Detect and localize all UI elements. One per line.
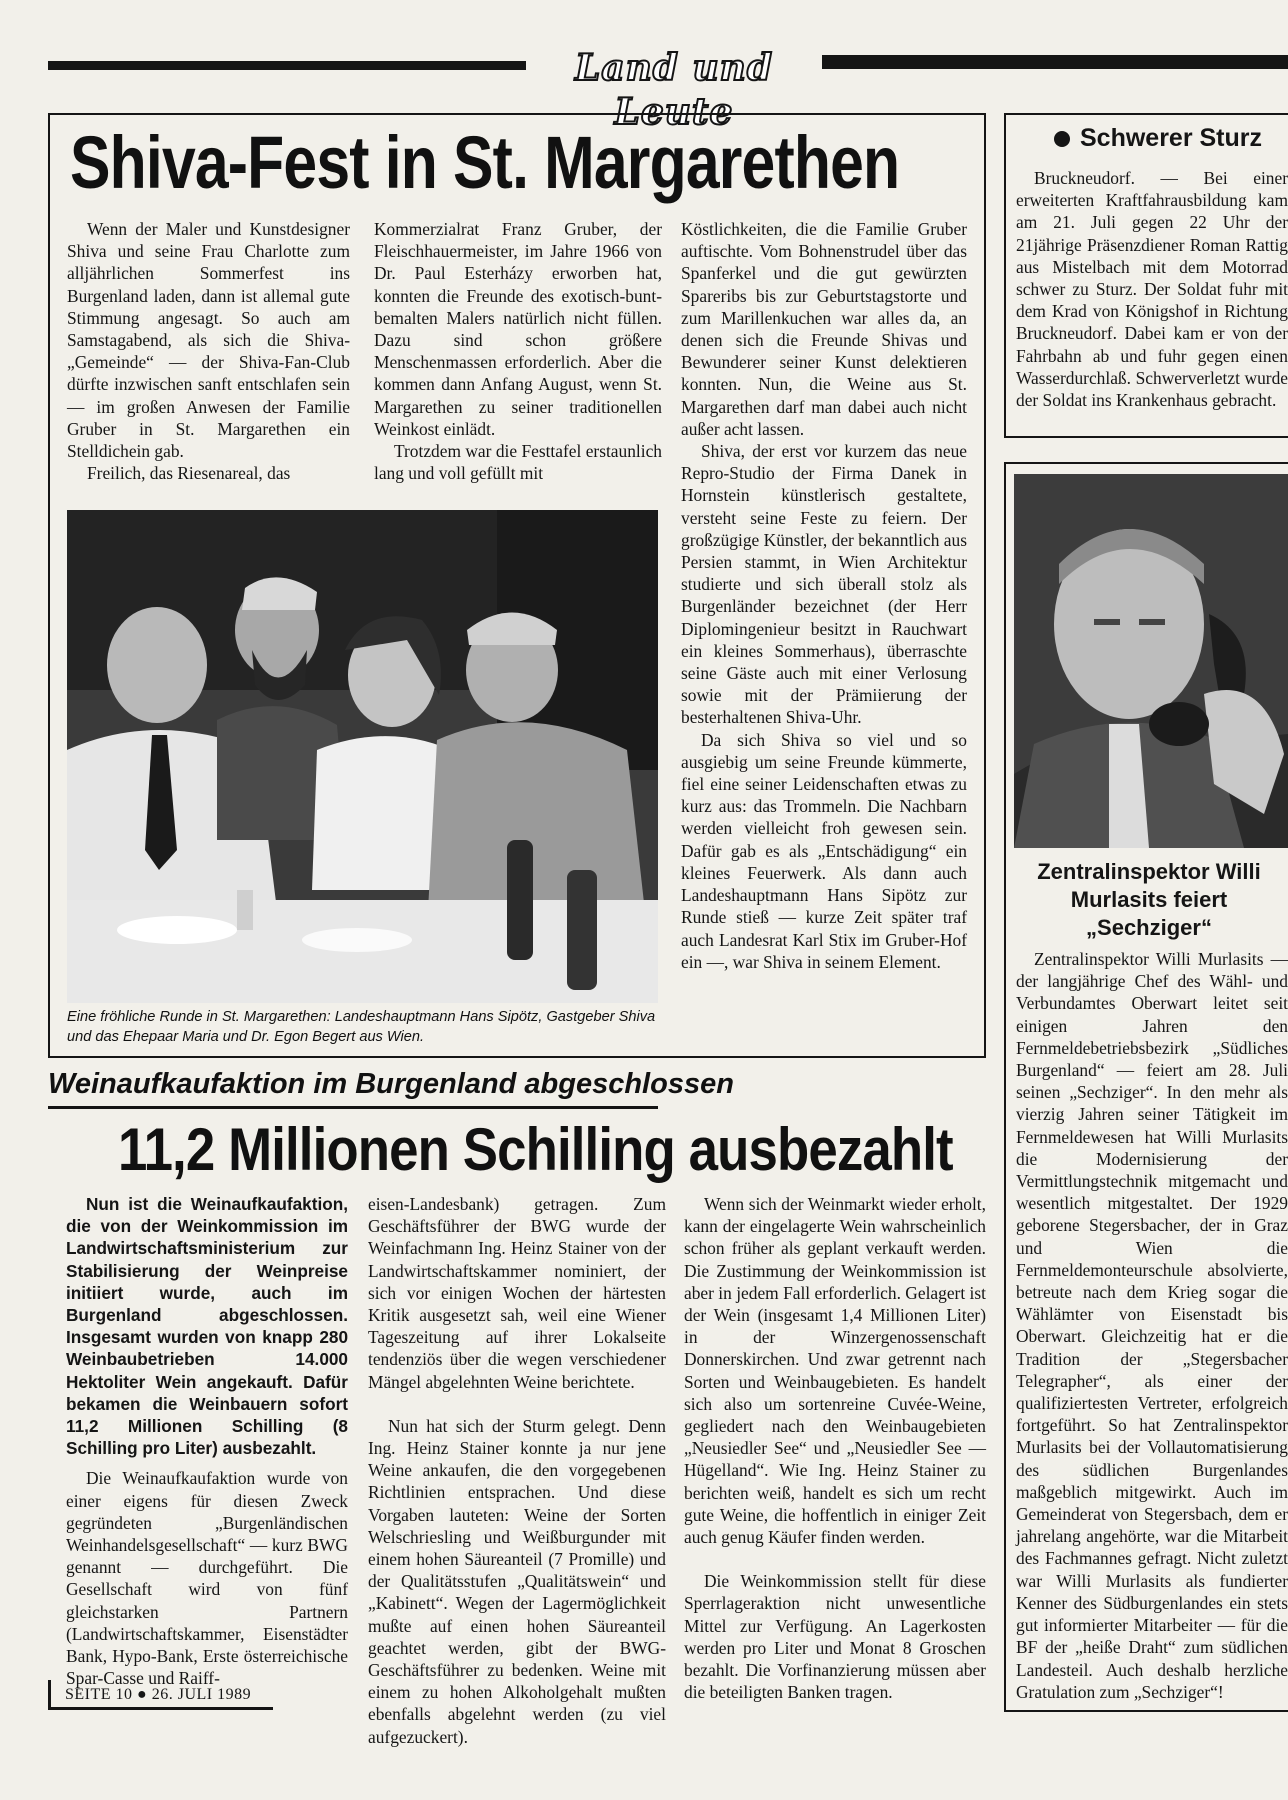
paragraph: Freilich, das Riesenareal, das <box>87 463 291 484</box>
article2-col3 <box>684 1193 986 1703</box>
bullet-icon <box>1054 131 1070 147</box>
page-footer: SEITE 10 ● 26. JULI 1989 <box>48 1680 273 1710</box>
paragraph: Da sich Shiva so viel und so ausgiebig um seine Freunde kümmerte, fiel eine seiner Leidenschaften etwas zu kurz aus: das Trommeln. Die Nachbarn werden vielleicht froh gewesen sein. Dafür gab es als „Entschädigung“ ein kleines Feuerwerk. Als dann auch Landeshauptmann Hans Sipötz zur Runde stieß — kurze Zeit später traf auch Landesrat Karl Stix im Gruber-Hof ein —, war Shiva in seinem Element. <box>681 729 967 972</box>
paragraph: Wenn der Maler und Kunstdesigner Shiva und seine Frau Charlotte zum alljährlichen Sommerfest ins Burgenland laden, dann ist allemal gute Stimmung angesagt. So auch am Samstagabend, als sich die Shiva-„Gemeinde“ — der Shiva-Fan-Club dürfte inzwischen sanft entschlafen sein — im großen Anwesen der Familie Gruber in St. Margarethen ein Stelldichein gab. <box>67 219 350 462</box>
article2-col2 <box>368 1193 666 1748</box>
paragraph: Kommerzialrat Franz Gruber, der Fleischhauermeister, im Jahre 1966 von Dr. Paul Esterházy erworben hat, konnten die Freunde des exotisch-bunt-bemalten Malers natürlich nicht füllen. Dazu sind schon größere Menschenmassen erforderlich. Aber die kommen dann Anfang August, wenn St. Margarethen zu seiner traditionellen Weinkost einlädt. <box>374 219 662 439</box>
group-photo <box>67 510 658 1003</box>
sidebar2-text: Zentralinspektor Willi Murlasits — der langjährige Chef des Wähl- und Verbundamtes Oberwart leitet seit einigen Jahren den Fernmeldebetriebsbezirk „Südliches Burgenland“ — feiert am 28. Juli seinen „Sechziger“. In den mehr als vierzig Jahren seiner Tätigkeit im Fernmeldewesen hat Willi Murlasits die Modernisierung der Vermittlungstechnik mitgemacht und wesentlich mitgestaltet. Der 1929 geborene Stegersbacher, der in Graz und Wien die Fernmeldemonteurschule absolvierte, betreute nach dem Krieg sogar die Wählämter von Eisenstadt bis Oberwart. Gleichzeitig hat er die Tradition der „Stegersbacher Telegrapher“, als einer der qualifiziertesten Vertreter, erfolgreich fortgeführt. So hat Zentralinspektor Murlasits bei der Vollautomatisierung des südlichen Burgenlandes maßgeblich mitgewirkt. Auch im Gemeinderat von Stegersbach, dem er jahrelang angehörte, war die Mitarbeit des Fachmannes gefragt. Nicht zuletzt war Willi Murlasits als fundierter Kenner des Südburgenlandes ein stets gut informierter Mitarbeiter — für die BF der „heiße Draht“ zum südlichen Landesteil. Auch deshalb herzliche Gratulation zum „Sechziger“! <box>1016 949 1288 1702</box>
sidebar1-text: Bruckneudorf. — Bei einer erweiterten Kraftfahrausbildung kam am 21. Juli gegen 22 Uhr der 21jährige Präsenzdiener Roman Rattig aus Mistelbach mit dem Motorrad schwer zu Sturz. Der Soldat fuhr mit dem Krad von Königshof in Richtung Bruckneudorf. Dabei kam er von der Fahrbahn ab und fuhr gegen einen Wasserdurchlaß. Schwerverletzt wurde der Soldat ins Krankenhaus gebracht. <box>1016 168 1288 411</box>
header-rule-left <box>48 61 526 70</box>
article2-headline: 11,2 Millionen Schilling ausbezahlt <box>118 1116 953 1183</box>
kicker-underline <box>48 1106 658 1109</box>
sidebar1-title: Schwerer Sturz <box>1080 124 1263 152</box>
paragraph: Die Weinkommission stellt für diese Sperrlageraktion nicht unwesentliche Mittel zur Verfügung. An Lagerkosten werden pro Liter und Monat 8 Groschen bezahlt. Die Vorfinanzierung müssen aber die beteiligten Banken tragen. <box>684 1571 986 1703</box>
paragraph: Shiva, der erst vor kurzem das neue Repro-Studio der Firma Danek in Hornstein künstlerisch gestaltete, versteht seine Feste zu feiern. Der großzügige Künstler, der bekanntlich aus Persien stammt, in Wien Architektur studierte und sich überall stolz als Burgenländer bezeichnet (der Herr Diplomingenieur besitzt in Rauchwart ein kleines Sommerhaus), überraschte seine Gäste auch mit einer Verlosung sowie mit der Prämiierung der besterhaltenen Shiva-Uhr. <box>681 441 967 728</box>
lead-paragraph: Nun ist die Weinaufkaufaktion, die von der Weinkommission im Landwirtschaftsministerium zur Stabilisierung der Weinpreise initiiert wurde, auch im Burgenland abgeschlossen. Insgesamt wurden von knapp 280 Weinbaubetrieben 14.000 Hektoliter Wein angekauft. Dafür bekamen die Weinbauern sofort 11,2 Millionen Schilling (8 Schilling pro Liter) ausbezahlt. <box>66 1194 348 1459</box>
paragraph: Wenn sich der Weinmarkt wieder erholt, kann der eingelagerte Wein wahrscheinlich schon früher als geplant verkauft werden. Die Zustimmung der Weinkommission ist aber in jedem Fall erforderlich. Gelagert ist der Wein (insgesamt 1,4 Millionen Liter) in der Winzergenossenschaft Donnerskirchen. Und zwar getrennt nach Sorten und Weinbaugebieten. Es handelt sich also um sortenreine Cuvée-Weine, gegliedert nach den Weinbaugebieten „Neusiedler See“ und „Neusiedler See — Hügelland“. Wie Ing. Heinz Stainer zu berichten weiß, handelt es sich um recht gute Weine, die hoffentlich in einiger Zeit auch genug Käufer finden werden. <box>684 1194 986 1548</box>
group-photo-image <box>67 510 658 1003</box>
sidebar2-title: Zentralinspektor Willi Murlasits feiert „Sechziger“ <box>1037 859 1261 940</box>
article1-col3 <box>681 218 967 973</box>
paragraph: Nun hat sich der Sturm gelegt. Denn Ing. Heinz Stainer konnte ja nur jene Weine ankaufen, die den vorgegebenen Richtlinien entsprachen. Und diese Vorgaben lauteten: Weine der Sorten Welschriesling und Weißburgunder mit einem hohen Säureanteil (7 Promille) und der Qualitätsstufen „Qualitätswein“ und „Kabinett“. Wegen der Lagermöglichkeit mußte auf einen hohen Säureanteil geachtet werden, gibt der BWG-Geschäftsführer zu bedenken. Weine mit einem zu hohen Alkoholgehalt mußten ebenfalls abgelehnt werden (zu viel aufgezuckert). <box>368 1415 666 1747</box>
portrait-photo <box>1014 474 1288 848</box>
section-logo: Land und Leute <box>574 47 774 133</box>
article2-col1 <box>66 1193 348 1689</box>
paragraph: Trotzdem war die Festtafel erstaunlich lang und voll gefüllt mit <box>374 441 662 484</box>
article2-kicker: Weinaufkaufaktion im Burgenland abgeschlossen <box>48 1068 734 1100</box>
article1-col1 <box>67 218 350 484</box>
portrait-image <box>1014 474 1288 848</box>
header-rule-right <box>822 55 1288 69</box>
paragraph: eisen-Landesbank) getragen. Zum Geschäftsführer der BWG wurde der Weinfachmann Ing. Heinz Stainer von der Landwirtschaftskammer nominiert, der sich vor einigen Wochen der härtesten Kritik ausgesetzt sah, weil eine Wiener Tageszeitung auf ihrer Lokalseite tendenziös über die wegen verschiedener Mängel abgelehnten Weine berichtete. <box>368 1194 666 1392</box>
article1-headline: Shiva-Fest in St. Margarethen <box>70 121 900 204</box>
article1-col2 <box>374 218 662 484</box>
paragraph: Köstlichkeiten, die die Familie Gruber auftischte. Vom Bohnenstrudel über das Spanferkel und die gut gewürzten Spareribs bis zur Geburtstagstorte und zum Marillenkuchen war alles da, an denen sich die Freunde Shivas und Bewunderer seiner Kunst delektieren konnten. Nun, die Weine aus St. Margarethen darf man dabei auch nicht außer acht lassen. <box>681 219 967 439</box>
photo-caption: Eine fröhliche Runde in St. Margarethen: Landeshauptmann Hans Sipötz, Gastgeber Shiva und das Ehepaar Maria und Dr. Egon Begert aus Wien. <box>67 1009 656 1045</box>
paragraph: Die Weinaufkaufaktion wurde von einer eigens für diesen Zweck gegründeten „Burgenländischen Weinhandelsgesellschaft“ — kurz BWG genannt — durchgeführt. Die Gesellschaft wird von fünf gleichstarken Partnern (Landwirtschaftskammer, Eisenstädter Bank, Hypo-Bank, Erste österreichische Spar-Casse und Raiff- <box>66 1468 348 1689</box>
